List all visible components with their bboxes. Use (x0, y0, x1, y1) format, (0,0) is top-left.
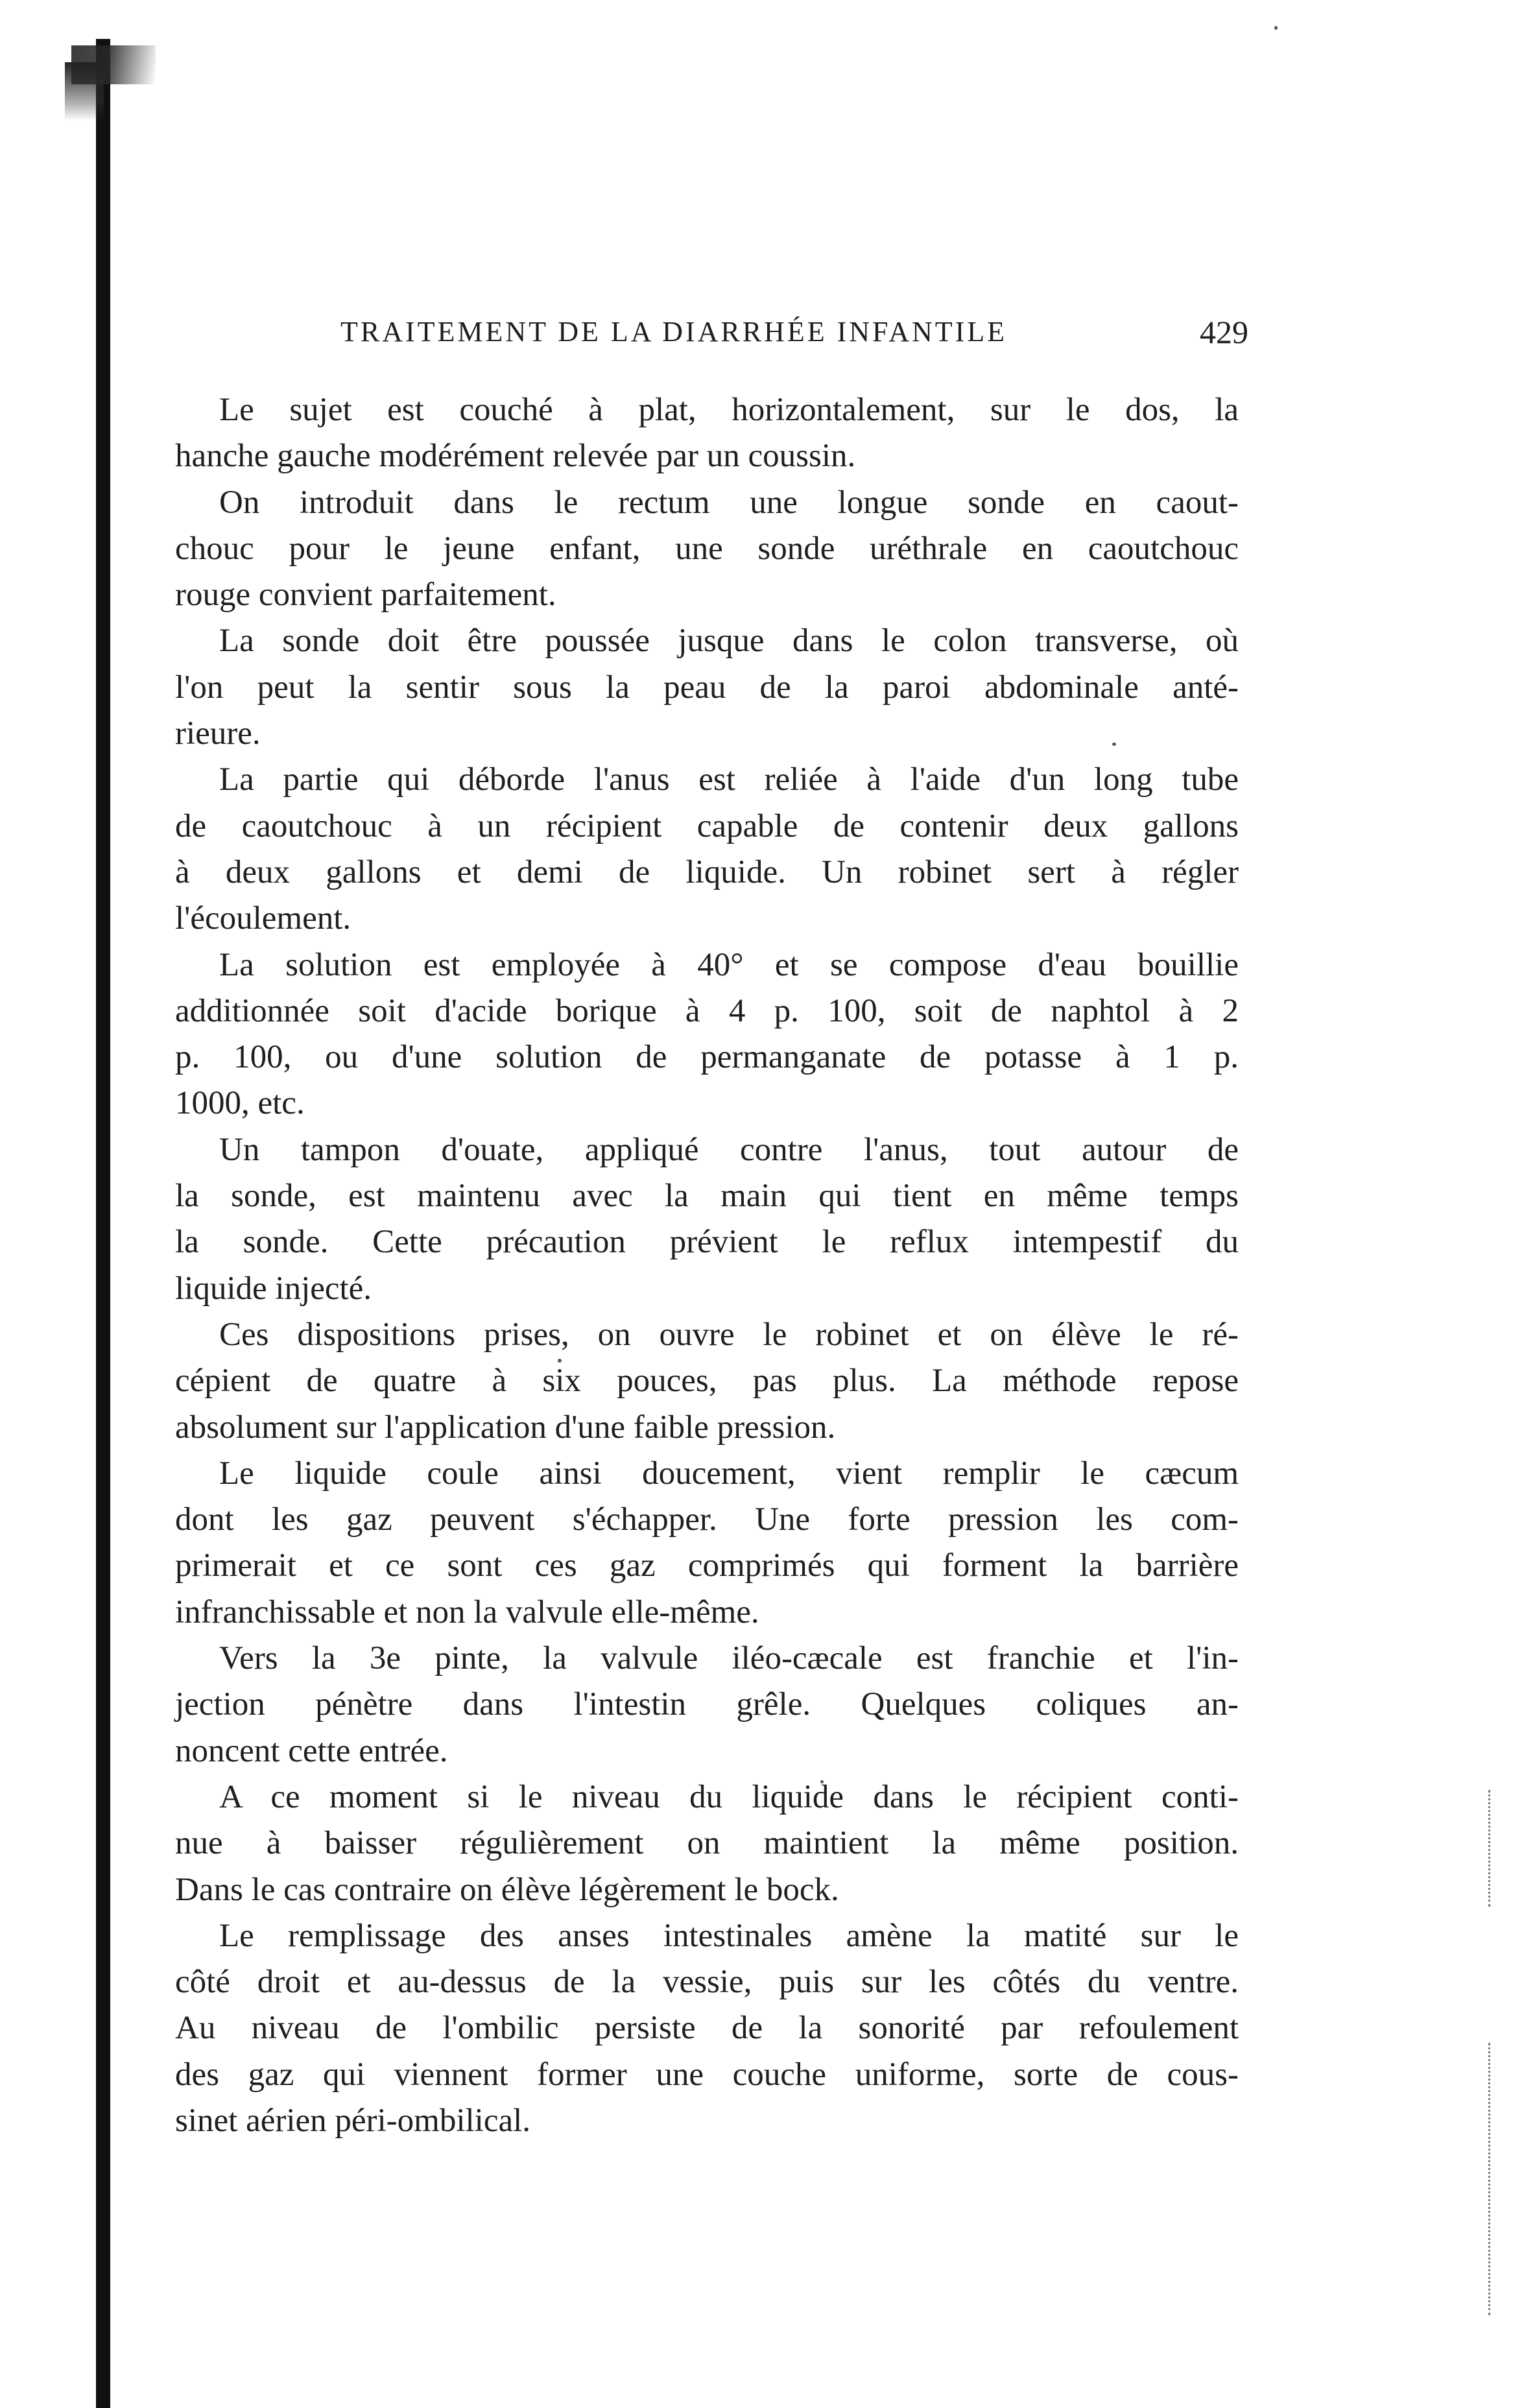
text-line: primerait et ce sont ces gaz comprimés qui forment la barrière (175, 1547, 1239, 1584)
scan-speck (1274, 26, 1278, 30)
text-line: cépient de quatre à six pouces, pas plus. La méthode repose (175, 1363, 1239, 1400)
text-line: absolument sur l'application d'une faible pression. (175, 1409, 836, 1446)
text-line: jection pénètre dans l'intestin grêle. Quelques coliques an- (175, 1686, 1239, 1723)
text-line: la sonde. Cette précaution prévient le reflux intempestif du (175, 1224, 1239, 1261)
page-number: 429 (1200, 314, 1248, 350)
text-line: Le remplissage des anses intestinales amène la matité sur le (219, 1917, 1239, 1954)
text-line: l'écoulement. (175, 900, 351, 937)
text-line: liquide injecté. (175, 1270, 372, 1307)
text-line: additionnée soit d'acide borique à 4 p. 100, soit de naphtol à 2 (175, 992, 1239, 1029)
text-line: hanche gauche modérément relevée par un coussin. (175, 438, 856, 475)
text-line: noncent cette entrée. (175, 1732, 448, 1769)
text-line: La solution est employée à 40° et se compose d'eau bouillie (219, 946, 1239, 983)
page-header (340, 313, 1248, 352)
text-line: On introduit dans le rectum une longue sonde en caout- (219, 484, 1239, 521)
text-line: Vers la 3e pinte, la valvule iléo-cæcale est franchie et l'in- (219, 1640, 1239, 1677)
text-line: rouge convient parfaitement. (175, 577, 556, 614)
text-line: La partie qui déborde l'anus est reliée à l'aide d'un long tube (219, 761, 1239, 798)
text-line: à deux gallons et demi de liquide. Un robinet sert à régler (175, 853, 1239, 890)
body-text (175, 387, 1239, 2144)
page-edge-dots (1488, 1790, 1493, 1907)
text-line: Dans le cas contraire on élève légèrement le bock. (175, 1871, 839, 1908)
text-line: Ces dispositions prises, on ouvre le robinet et on élève le ré- (219, 1316, 1239, 1353)
text-line: l'on peut la sentir sous la peau de la paroi abdominale anté- (175, 669, 1239, 706)
text-line: 1000, etc. (175, 1085, 305, 1122)
text-line: Au niveau de l'ombilic persiste de la sonorité par refoulement (175, 2010, 1239, 2047)
text-line: La sonde doit être poussée jusque dans le colon transverse, où (219, 623, 1239, 660)
text-line: chouc pour le jeune enfant, une sonde uréthrale en caoutchouc (175, 530, 1239, 567)
text-line: de caoutchouc à un récipient capable de contenir deux gallons (175, 807, 1239, 844)
text-line: sinet aérien péri-ombilical. (175, 2102, 531, 2139)
running-title: TRAITEMENT DE LA DIARRHÉE INFANTILE (340, 316, 1008, 348)
text-line: la sonde, est maintenu avec la main qui tient en même temps (175, 1178, 1239, 1215)
text-line: nue à baisser régulièrement on maintient la même position. (175, 1825, 1239, 1862)
text-line: A ce moment si le niveau du liquide dans le récipient conti- (219, 1778, 1239, 1815)
text-line: Un tampon d'ouate, appliqué contre l'anus, tout autour de (219, 1131, 1239, 1168)
text-line: Le sujet est couché à plat, horizontalement, sur le dos, la (219, 392, 1239, 428)
text-line: Le liquide coule ainsi doucement, vient remplir le cæcum (219, 1455, 1239, 1492)
text-line: infranchissable et non la valvule elle-même. (175, 1593, 759, 1630)
book-spine-shadow (96, 39, 110, 2408)
binding-shadow-lower (65, 62, 104, 121)
text-line: dont les gaz peuvent s'échapper. Une forte pression les com- (175, 1501, 1239, 1538)
text-line: côté droit et au-dessus de la vessie, puis sur les côtés du ventre. (175, 1964, 1239, 2001)
text-line: des gaz qui viennent former une couche uniforme, sorte de cous- (175, 2056, 1239, 2093)
text-line: rieure. (175, 715, 261, 752)
page-edge-dots (1488, 2043, 1493, 2315)
text-line: p. 100, ou d'une solution de permanganate de potasse à 1 p. (175, 1039, 1239, 1076)
